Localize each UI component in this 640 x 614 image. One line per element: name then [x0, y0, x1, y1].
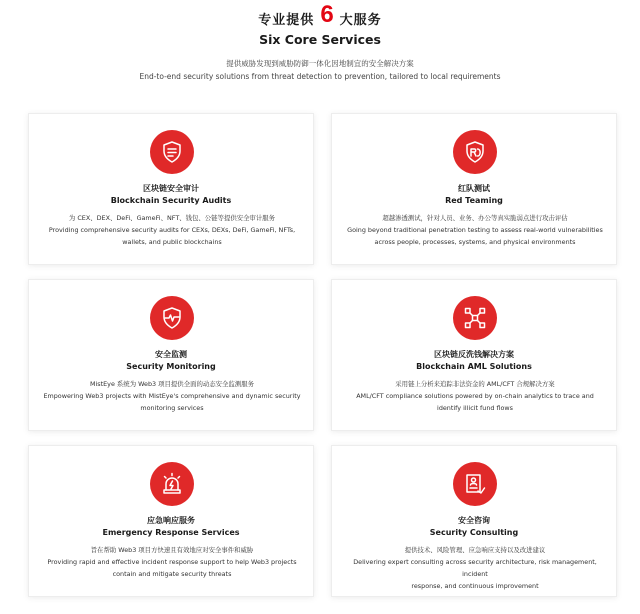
card-desc-cn: MistEye 系统为 Web3 项目提供全面的动态安全监测服务	[90, 380, 254, 388]
section-title	[0, 1, 640, 32]
card-title-en: Security Monitoring	[126, 362, 216, 371]
card-description	[41, 212, 303, 248]
title-number: 6	[320, 1, 334, 28]
card-title-cn: 应急响应服务	[147, 516, 195, 525]
service-card-red-teaming[interactable]	[331, 113, 617, 265]
network-nodes-icon	[453, 296, 497, 340]
card-desc-en-line1: Providing rapid and effective incident response support to help Web3 projects	[47, 558, 297, 566]
service-card-aml-solutions[interactable]	[331, 279, 617, 431]
heartbeat-shield-icon	[150, 296, 194, 340]
alarm-siren-icon	[150, 462, 194, 506]
card-title-cn: 区块链反洗钱解决方案	[434, 350, 514, 359]
card-title-cn: 安全监测	[155, 350, 187, 359]
card-desc-en-line2: response, and continuous improvement	[411, 582, 539, 590]
card-desc-en-line2: wallets, and public blockchains	[122, 238, 222, 246]
section-subtitle-cn: 提供威胁发现到威胁防御一体化因地制宜的安全解决方案	[226, 59, 414, 68]
card-title-cn: 区块链安全审计	[143, 184, 199, 193]
card-desc-cn: 超越渗透测试，针对人员、业务、办公等真实脆弱点进行攻击评估	[382, 214, 568, 222]
card-title-cn: 红队测试	[458, 184, 490, 193]
card-description	[344, 378, 606, 414]
card-desc-en-line1: Delivering expert consulting across security architecture, risk management, incident	[353, 558, 597, 578]
title-prefix: 专业提供	[258, 12, 315, 28]
card-desc-en-line1: Empowering Web3 projects with MistEye's comprehensive and dynamic security	[43, 392, 301, 400]
title-suffix: 大服务	[339, 12, 382, 28]
card-description	[344, 544, 606, 592]
card-description	[41, 544, 303, 580]
card-desc-en-line1: Providing comprehensive security audits for CEXs, DEXs, DeFi, GameFi, NFTs,	[48, 226, 296, 234]
card-desc-en-line2: contain and mitigate security threats	[112, 570, 232, 578]
service-card-security-consulting[interactable]	[331, 445, 617, 597]
service-card-emergency-response[interactable]	[28, 445, 314, 597]
card-desc-en-line1: Going beyond traditional penetration testing to assess real-world vulnerabilities	[347, 226, 603, 234]
card-title-en: Blockchain Security Audits	[110, 196, 232, 205]
card-desc-cn: 提供技术、风险管理、应急响应支持以及改进建议	[404, 546, 546, 554]
service-card-security-monitoring[interactable]	[28, 279, 314, 431]
card-desc-cn: 为 CEX、DEX、DeFi、GameFi、NFT、钱包、公链等提供安全审计服务	[68, 214, 276, 222]
card-title-cn: 安全咨询	[458, 516, 490, 525]
card-desc-en-line2: monitoring services	[140, 404, 204, 412]
shield-list-icon	[150, 130, 194, 174]
card-description	[41, 378, 303, 414]
section-subtitle-en: End-to-end security solutions from threat detection to prevention, tailored to local requirements	[139, 72, 501, 81]
card-title-en: Red Teaming	[445, 196, 503, 205]
card-title-en: Blockchain AML Solutions	[416, 362, 532, 371]
card-description	[344, 212, 606, 248]
service-card-security-audits[interactable]	[28, 113, 314, 265]
card-title-en: Security Consulting	[429, 528, 519, 537]
card-desc-en-line1: AML/CFT compliance solutions powered by on-chain analytics to trace and	[356, 392, 594, 400]
card-title-en: Emergency Response Services	[102, 528, 240, 537]
red-team-shield-icon	[453, 130, 497, 174]
card-desc-en-line2: identify illicit fund flows	[437, 404, 513, 412]
card-desc-cn: 采用链上分析来追踪非法资金的 AML/CFT 合规解决方案	[395, 380, 555, 388]
section-title-en: Six Core Services	[259, 32, 381, 47]
consulting-document-icon	[453, 462, 497, 506]
card-desc-en-line2: across people, processes, systems, and physical environments	[374, 238, 576, 246]
card-desc-cn: 旨在帮助 Web3 项目方快速且有效地应对安全事件和威胁	[90, 546, 254, 554]
